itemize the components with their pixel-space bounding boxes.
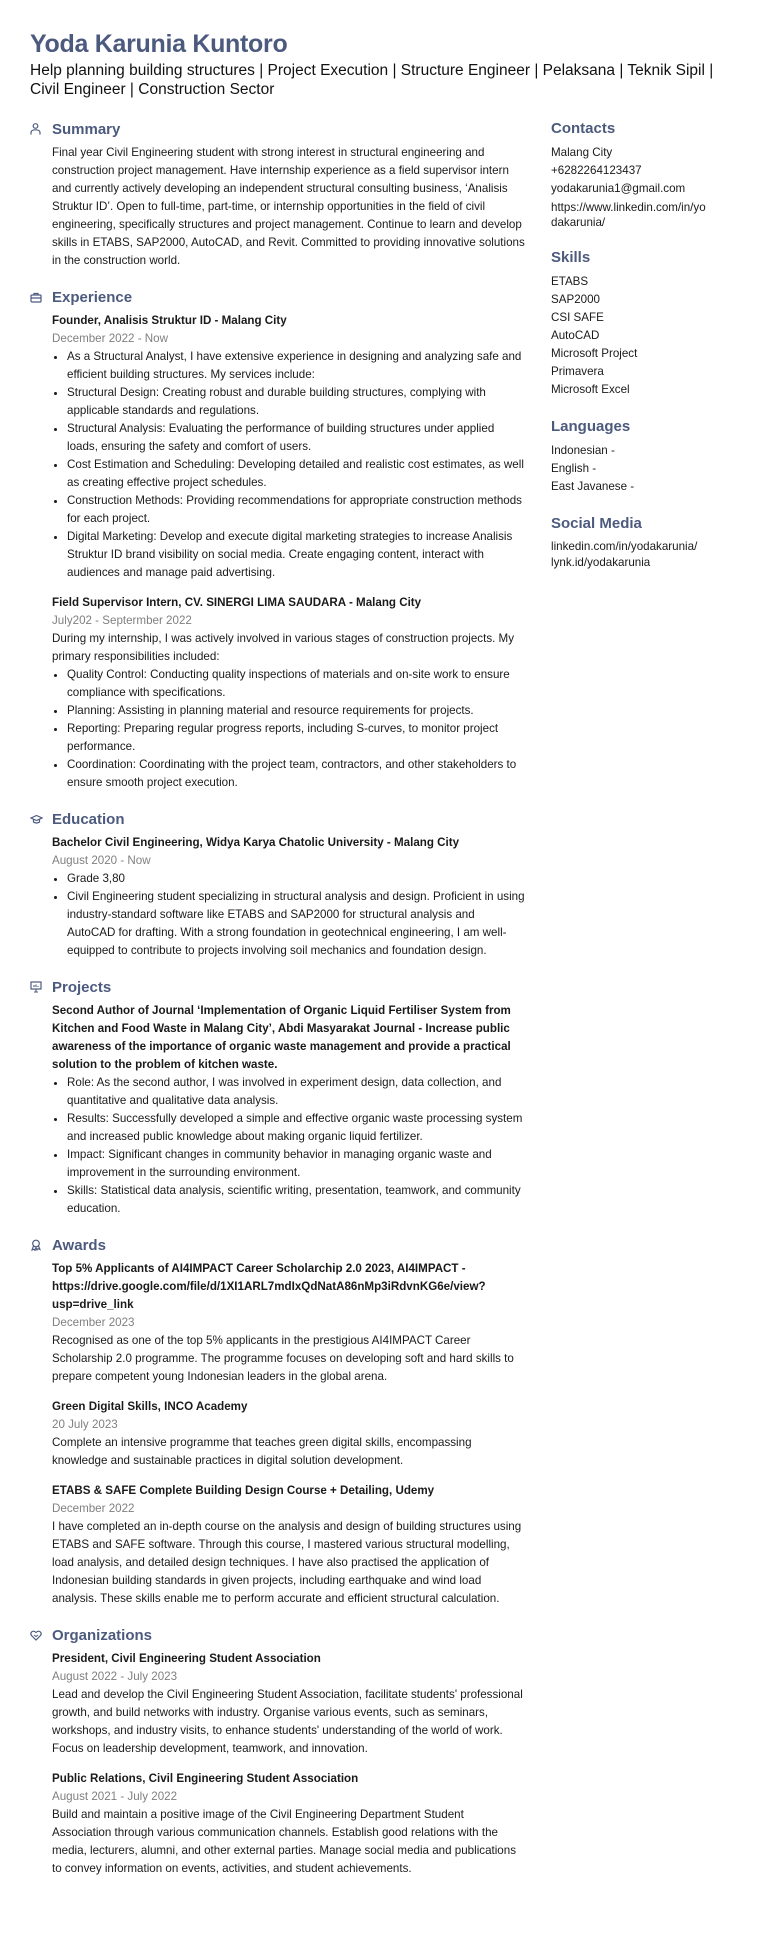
entry xyxy=(52,834,525,960)
entry-title: President, Civil Engineering Student Association xyxy=(52,1652,321,1665)
presentation-icon xyxy=(30,981,52,993)
list-item: • Role: As the second author, I was involved in experiment design, data collection, and quantitative and qualitative data analysis. xyxy=(67,1074,525,1110)
entry xyxy=(52,1260,525,1386)
section-body xyxy=(52,1002,525,1218)
section-awards xyxy=(30,1234,525,1608)
sidebar-section-contacts xyxy=(551,118,761,230)
entry xyxy=(52,1650,525,1758)
section-title: Projects xyxy=(52,978,112,996)
contact-link[interactable]: linkedin.com/in/yodakarunia/ xyxy=(551,540,698,553)
entry xyxy=(52,594,525,792)
entry-title: Field Supervisor Intern, CV. SINERGI LIMA SAUDARA - Malang City xyxy=(52,596,422,609)
entry-date: December 2022 - Now xyxy=(52,332,168,345)
bullet-list xyxy=(52,348,525,582)
list-item: • As a Structural Analyst, I have extensive experience in designing and analyzing safe and efficient building structures. My services include: xyxy=(67,348,525,384)
list-item: • Structural Design: Creating robust and durable building structures, complying with applicable standards and regulations. xyxy=(67,384,525,420)
section-header xyxy=(30,976,525,998)
entry-title: Founder, Analisis Struktur ID - Malang City xyxy=(52,314,287,327)
entry-date: August 2022 - July 2023 xyxy=(52,1670,178,1683)
sidebar-heading: Contacts xyxy=(551,120,616,137)
section-body xyxy=(52,834,525,960)
sidebar-heading: Social Media xyxy=(551,515,642,532)
section-title: Organizations xyxy=(52,1626,153,1644)
sidebar-item: SAP2000 xyxy=(551,293,600,306)
list-item: • Reporting: Preparing regular progress reports, including S-curves, to monitor project performance. xyxy=(67,720,525,756)
sidebar-item: +6282264123437 xyxy=(551,164,642,177)
award-icon xyxy=(30,1239,52,1251)
list-item: • Cost Estimation and Scheduling: Developing detailed and realistic cost estimates, as well as creating effective project schedules. xyxy=(67,456,525,492)
sidebar-item: CSI SAFE xyxy=(551,311,604,324)
entry-date: 20 July 2023 xyxy=(52,1418,118,1431)
list-item: • Quality Control: Conducting quality inspections of materials and on-site work to ensure compliance with specifications. xyxy=(67,666,525,702)
entry-date: December 2023 xyxy=(52,1316,135,1329)
bullet-list xyxy=(52,870,525,960)
section-title: Summary xyxy=(52,120,121,138)
section-header xyxy=(30,286,525,308)
entry-title: Green Digital Skills, INCO Academy xyxy=(52,1400,248,1413)
sidebar-section-skills xyxy=(551,247,761,399)
section-education xyxy=(30,808,525,960)
briefcase-icon xyxy=(30,292,52,303)
sidebar-item: Primavera xyxy=(551,365,604,378)
summary-text: Final year Civil Engineering student with strong interest in structural engineering and construction project management. Have internship experience as a field supervisor intern and currently actively developing an independent structural consulting business, ‘Analisis Struktur ID’. Open to full-time, part-time, or internship opportunities in the field of civil engineering, specifically structures and project management. Continue to learn and develop skills in ETABS, SAP2000, AutoCAD, and Revit. Committed to providing innovative solutions in the construction world. xyxy=(52,146,525,267)
section-experience xyxy=(30,286,525,792)
contact-link[interactable]: yodakarunia1@gmail.com xyxy=(551,182,686,195)
bullet-list xyxy=(52,1074,525,1218)
entry xyxy=(52,1002,525,1218)
list-item: • Construction Methods: Providing recommendations for appropriate construction methods for each project. xyxy=(67,492,525,528)
section-header xyxy=(30,808,525,830)
person-icon xyxy=(30,123,52,135)
sidebar-section-social-media xyxy=(551,513,761,572)
sidebar-item: Malang City xyxy=(551,146,613,159)
entry xyxy=(52,1482,525,1608)
sidebar-heading: Skills xyxy=(551,249,591,266)
entry-description: Recognised as one of the top 5% applicants in the prestigious AI4IMPACT Career Scholarship 2.0 programme. The programme focuses on developing soft and hard skills to prepare competent young Indonesian leaders in the global arena. xyxy=(52,1334,514,1383)
bullet-list xyxy=(52,666,525,792)
sidebar-heading: Languages xyxy=(551,418,631,435)
entry-title: Bachelor Civil Engineering, Widya Karya Chatolic University - Malang City xyxy=(52,836,460,849)
main-column xyxy=(30,118,525,1894)
sidebar-section-languages xyxy=(551,416,761,496)
entry-description: Lead and develop the Civil Engineering Student Association, facilitate students' professional growth, and build networks with industry. Organise various events, such as seminars, workshops, and industry visits, to enhance students' understanding of the world of work. Focus on leadership development, teamwork, and innovation. xyxy=(52,1688,523,1755)
entry-date: December 2022 xyxy=(52,1502,135,1515)
section-header xyxy=(30,1624,525,1646)
contact-link[interactable]: lynk.id/yodakarunia xyxy=(551,556,651,569)
section-header xyxy=(30,1234,525,1256)
sidebar-item: ETABS xyxy=(551,275,589,288)
entry-title: ETABS & SAFE Complete Building Design Course + Detailing, Udemy xyxy=(52,1484,435,1497)
list-item: • Skills: Statistical data analysis, scientific writing, presentation, teamwork, and community education. xyxy=(67,1182,525,1218)
list-item: • Planning: Assisting in planning material and resource requirements for projects. xyxy=(67,702,525,720)
entry-description: During my internship, I was actively involved in various stages of construction projects. My primary responsibilities included: xyxy=(52,632,515,663)
entry-title: Second Author of Journal ‘Implementation of Organic Liquid Fertiliser System from Kitchen and Food Waste in Malang City’, Abdi Masyarakat Journal - Increase public awareness of the importance of organic waste management and provide a practical solution to the problem of kitchen waste. xyxy=(52,1004,511,1071)
entry-date: August 2021 - July 2022 xyxy=(52,1790,178,1803)
graduation-cap-icon xyxy=(30,814,52,825)
sidebar-item: AutoCAD xyxy=(551,329,600,342)
section-body xyxy=(52,1260,525,1608)
heart-handshake-icon xyxy=(30,1630,52,1641)
list-item: • Digital Marketing: Develop and execute digital marketing strategies to increase Analisis Struktur ID brand visibility on social media. Create engaging content, interact with audiences and manage paid advertising. xyxy=(67,528,525,582)
list-item: • Coordination: Coordinating with the project team, contractors, and other stakeholders to ensure smooth project execution. xyxy=(67,756,525,792)
section-organizations xyxy=(30,1624,525,1878)
entry xyxy=(52,1398,525,1470)
contact-link[interactable]: https://www.linkedin.com/in/yodakarunia/ xyxy=(551,201,706,229)
entry-description: I have completed an in-depth course on the analysis and design of building structures using ETABS and SAFE software. Through this course, I mastered various structural modelling, load analysis, and detailed design techniques. I have also practised the application of Indonesian building standards in given projects, including earthquake and wind load analysis. These skills enable me to perform accurate and efficient structural calculation. xyxy=(52,1520,522,1605)
entry-description: Complete an intensive programme that teaches green digital skills, encompassing knowledge and sustainable practices in digital solution development. xyxy=(52,1436,472,1467)
section-projects xyxy=(30,976,525,1218)
candidate-name: Yoda Karunia Kuntoro xyxy=(30,30,288,58)
sidebar-item: Indonesian - xyxy=(551,444,615,457)
sidebar-item: English - xyxy=(551,462,597,475)
entry-date: July202 - Septermber 2022 xyxy=(52,614,192,627)
section-body xyxy=(52,1650,525,1878)
section-summary xyxy=(30,118,525,270)
list-item: • Civil Engineering student specializing in structural analysis and design. Proficient in using industry-standard software like ETABS and SAP2000 for structural analysis and AutoCAD for drafting. With a strong foundation in geotechnical engineering, I am well-equipped to contribute to projects involving soil mechanics and foundation design. xyxy=(67,888,525,960)
section-title: Experience xyxy=(52,288,133,306)
entry-title: Top 5% Applicants of AI4IMPACT Career Scholarchip 2.0 2023, AI4IMPACT - https://drive.google.com/file/d/1XI1ARL7mdIxQdNatA86nMp3iRdvnKG6e/view?usp=drive_link xyxy=(52,1262,486,1311)
sidebar-item: Microsoft Excel xyxy=(551,383,630,396)
list-item: • Impact: Significant changes in community behavior in managing organic waste and improvement in the surrounding environment. xyxy=(67,1146,525,1182)
resume-header xyxy=(30,28,730,99)
list-item: • Structural Analysis: Evaluating the performance of building structures under applied loads, ensuring the safety and comfort of users. xyxy=(67,420,525,456)
list-item: • Grade 3,80 xyxy=(67,870,525,888)
entry-date: August 2020 - Now xyxy=(52,854,151,867)
section-title: Awards xyxy=(52,1236,106,1254)
section-title: Education xyxy=(52,810,125,828)
sidebar-item: East Javanese - xyxy=(551,480,635,493)
entry xyxy=(52,312,525,582)
entry-title: Public Relations, Civil Engineering Student Association xyxy=(52,1772,359,1785)
entry xyxy=(52,1770,525,1878)
list-item: • Results: Successfully developed a simple and effective organic waste processing system and increased public knowledge about making organic liquid fertilizer. xyxy=(67,1110,525,1146)
sidebar-item: Microsoft Project xyxy=(551,347,638,360)
sidebar xyxy=(551,118,761,589)
entry-description: Build and maintain a positive image of the Civil Engineering Department Student Association through various communication channels. Establish good relations with the media, lecturers, alumni, and other external parties. Manage social media and publications to convey information on events, activities, and student achievements. xyxy=(52,1808,517,1875)
headline: Help planning building structures | Project Execution | Structure Engineer | Pelaksana | Teknik Sipil | Civil Engineer | Construction Sector xyxy=(30,62,714,98)
section-body xyxy=(52,312,525,792)
